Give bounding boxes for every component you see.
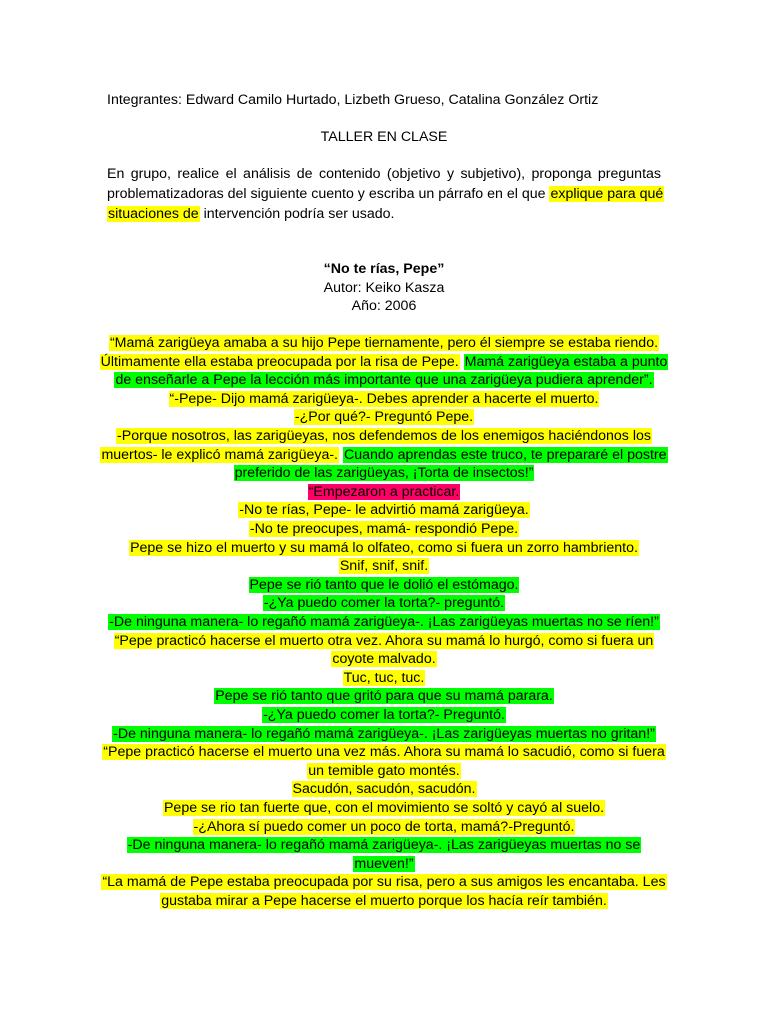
highlighted-text: Sacudón, sacudón, sacudón. [292,781,476,798]
highlighted-text: Pepe se rió tanto que le dolió el estómago. [249,576,519,593]
highlighted-text: -¿Ya puedo comer la torta?- Preguntó. [263,707,505,723]
story-line [0,464,768,483]
instructions-highlight-1: explique para qué [550,186,664,202]
instructions-line-2-text: problematizadoras del siguiente cuento y escriba un párrafo en el que [107,186,546,202]
story-line [0,650,768,669]
story-line [0,818,768,837]
highlighted-text: -No te preocupes, mamá- respondió Pepe. [249,521,519,537]
highlighted-text: Tuc, tuc, tuc. [343,669,425,686]
story-line [0,353,768,372]
story-line [0,687,768,706]
story-line [0,557,768,576]
story-line [0,520,768,539]
highlighted-text: preferido de las zarigüeyas, ¡Torta de insectos!” [234,465,534,482]
story-author: Autor: Keiko Kasza [323,280,445,296]
page-title: TALLER EN CLASE [320,129,448,145]
story-year: Año: 2006 [351,298,417,314]
story-line [0,483,768,502]
story-line [0,725,768,744]
highlighted-text: -De ninguna manera- lo regañó mamá zarigüeya-. ¡Las zarigüeyas muertas no se ríen!” [109,614,659,630]
highlighted-text: mueven!” [354,855,414,872]
highlighted-text: un temible gato montés. [308,762,460,779]
story-line [0,892,768,911]
highlighted-text: Pepe se rio tan fuerte que, con el movimiento se soltó y cayó al suelo. [163,800,605,816]
instructions-line-3 [107,205,395,224]
story-line [0,427,768,446]
story-line [0,836,768,855]
highlighted-text: -¿Ya puedo comer la torta?- preguntó. [263,595,505,612]
instructions-line-1: En grupo, realice el análisis de contenido (objetivo y subjetivo), proponga preguntas [107,166,661,182]
story-line [0,762,768,781]
highlighted-text: Snif, snif, snif. [339,558,429,575]
highlighted-text: -¿Por qué?- Preguntó Pepe. [294,409,474,426]
highlighted-text: Pepe se rió tanto que gritó para que su mamá parara. [215,688,553,705]
highlighted-text: “Pepe practicó hacerse el muerto una vez más. Ahora su mamá lo sacudió, como si fuera [103,744,665,761]
highlighted-text: coyote malvado. [332,651,436,668]
highlighted-text: “-Pepe- Dijo mamá zarigüeya-. Debes aprender a hacerte el muerto. [169,390,599,407]
story-line [0,855,768,874]
highlighted-text: -De ninguna manera- lo regañó mamá zarigüeya-. ¡Las zarigüeyas muertas no gritan!” [113,725,655,742]
story-line [0,780,768,799]
instructions-line-2 [107,185,664,204]
highlighted-text: “Pepe practicó hacerse el muerto otra vez. Ahora su mamá lo hurgó, como si fuera un [114,632,654,649]
highlighted-text: -De ninguna manera- lo regañó mamá zarigüeya-. ¡Las zarigüeyas muertas no se [127,837,641,854]
highlighted-text: -Porque nosotros, las zarigüeyas, nos defendemos de los enemigos haciéndonos los [117,428,651,444]
story-line [0,539,768,558]
story-line [0,501,768,520]
story-line [0,743,768,762]
story-line [0,632,768,651]
story-line [0,613,768,632]
story-line [0,576,768,595]
highlighted-text: Pepe se hizo el muerto y su mamá lo olfateo, como si fuera un zorro hambriento. [130,539,638,556]
members-line: Integrantes: Edward Camilo Hurtado, Lizbeth Grueso, Catalina González Ortiz [107,92,599,108]
story-line [0,390,768,409]
story-line [0,799,768,818]
story-line [0,706,768,725]
instructions-highlight-2: situaciones de [108,206,199,222]
highlighted-text: de enseñarle a Pepe la lección más importante que una zarigüeya pudiera aprender”. [115,372,653,389]
story-line [0,873,768,892]
story-line [0,334,768,353]
highlighted-text: -No te rías, Pepe- le advirtió mamá zarigüeya. [239,502,529,519]
highlighted-text: gustaba mirar a Pepe hacerse el muerto porque los hacía reír también. [161,893,607,909]
highlighted-text: “La mamá de Pepe estaba preocupada por su risa, pero a sus amigos les encantaba. Les [102,874,666,891]
story-line [0,371,768,390]
story-line [0,669,768,688]
story-line [0,446,768,465]
highlighted-text: Cuando aprendas este truco, te prepararé el postre [343,446,667,463]
highlighted-text: muertos- le explicó mamá zarigüeya-. [101,446,338,463]
highlighted-text: “Empezaron a practicar. [308,483,460,500]
story-line [0,408,768,427]
story-line [0,594,768,613]
story-title: “No te rías, Pepe” [323,261,445,277]
highlighted-text: Mamá zarigüeya estaba a punto [464,353,668,370]
highlighted-text: “Mamá zarigüeya amaba a su hijo Pepe tiernamente, pero él siempre se estaba riendo. [109,335,659,351]
highlighted-text: Últimamente ella estaba preocupada por la risa de Pepe. [100,353,459,370]
highlighted-text: -¿Ahora sí puedo comer un poco de torta, mamá?-Preguntó. [193,818,575,835]
instructions-line-3-text: intervención podría ser usado. [199,206,395,222]
